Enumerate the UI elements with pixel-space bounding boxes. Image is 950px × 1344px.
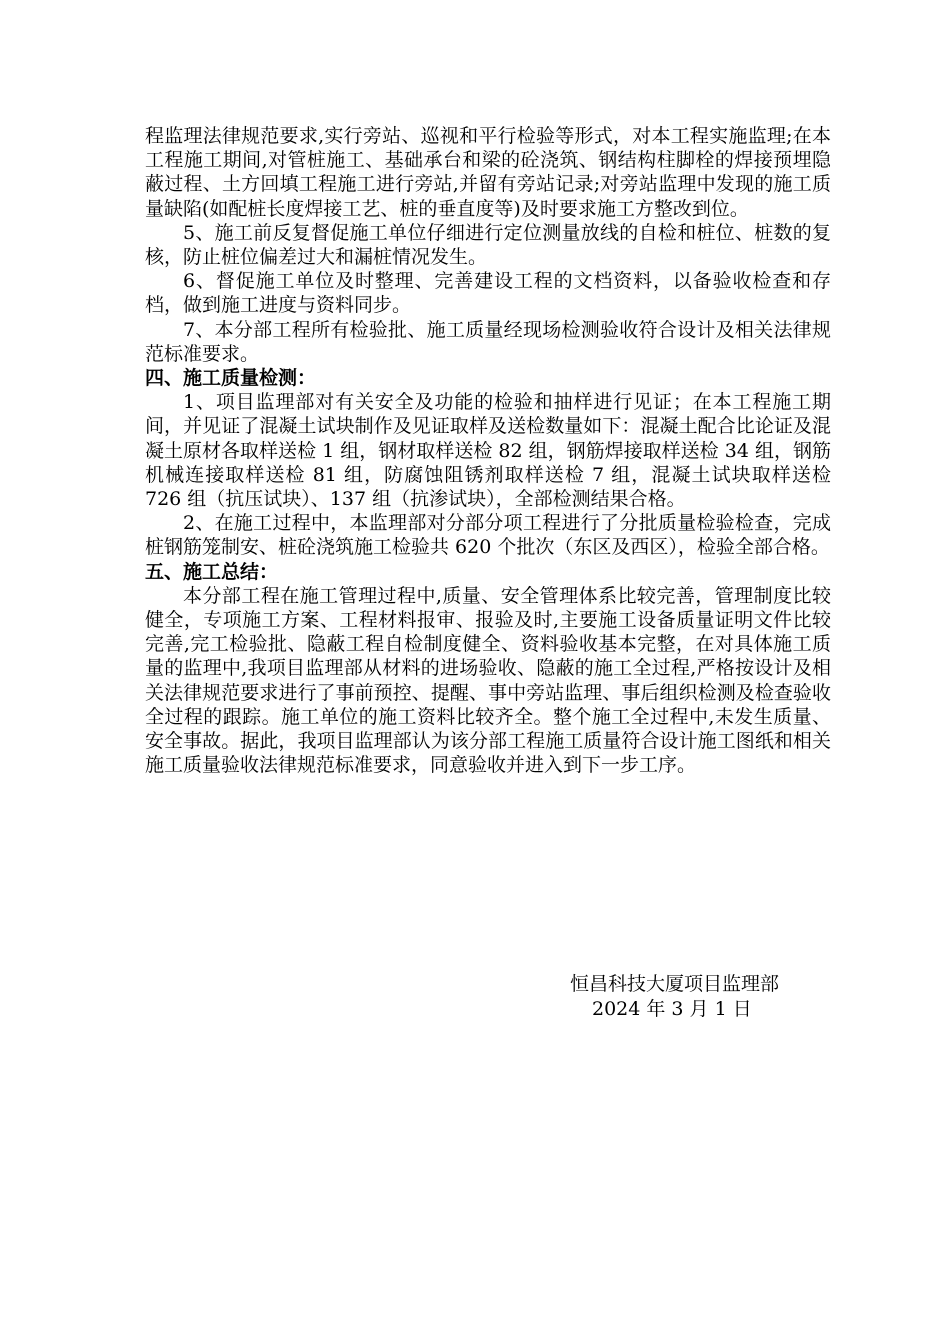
section-heading-construction-summary: 五、施工总结： (145, 560, 279, 583)
quality-testing-item-2: 2、在施工过程中，本监理部对分部分项工程进行了分批质量检验检查，完成桩钢筋笼制安、桩砼浇筑施工检验共 620 个批次（东区及西区），检验全部合格。 (145, 512, 831, 559)
paragraph-item-6: 6、督促施工单位及时整理、完善建设工程的文档资料，以备验收检查和存档，做到施工进度与资料同步。 (145, 270, 831, 317)
signature-date: 2024 年 3 月 1 日 (592, 997, 752, 1020)
paragraph-item-7: 7、本分部工程所有检验批、施工质量经现场检测验收符合设计及相关法律规范标准要求。 (145, 318, 831, 365)
section-heading-quality-testing: 四、施工质量检测： (145, 367, 317, 390)
quality-testing-item-1: 1、项目监理部对有关安全及功能的检验和抽样进行见证；在本工程施工期间，并见证了混凝土试块制作及见证取样及送检数量如下：混凝土配合比论证及混凝土原材各取样送检 1 组，钢材取样送检 82 组，钢筋焊接取样送检 34 组，钢筋机械连接取样送检 81 组，防腐蚀阻锈剂取样送检 7 组，混凝土试块取样送检 726 组（抗压试块）、137 组（抗渗试块），全部检测结果合格。 (145, 391, 831, 511)
paragraph-item-5: 5、施工前反复督促施工单位仔细进行定位测量放线的自检和桩位、桩数的复核，防止桩位偏差过大和漏桩情况发生。 (145, 221, 831, 269)
signature-organization: 恒昌科技大厦项目监理部 (570, 973, 780, 995)
construction-summary-body: 本分部工程在施工管理过程中,质量、安全管理体系比较完善，管理制度比较健全，专项施工方案、工程材料报审、报验及时,主要施工设备质量证明文件比较完善,完工检验批、隐蔽工程自检制度健全、资料验收基本完整，在对具体施工质量的监理中,我项目监理部从材料的进场验收、隐蔽的施工全过程,严格按设计及相关法律规范要求进行了事前预控、提醒、事中旁站监理、事后组织检测及检查验收全过程的跟踪。施工单位的施工资料比较齐全。整个施工全过程中,未发生质量、安全事故。据此，我项目监理部认为该分部工程施工质量符合设计施工图纸和相关施工质量验收法律规范标准要求，同意验收并进入到下一步工序。 (145, 584, 831, 777)
signature-block (570, 972, 830, 1021)
paragraph-continuation: 程监理法律规范要求,实行旁站、巡视和平行检验等形式，对本工程实施监理;在本工程施工期间,对管桩施工、基础承台和梁的砼浇筑、钢结构柱脚栓的焊接预埋隐蔽过程、土方回填工程施工进行旁站,并留有旁站记录;对旁站监理中发现的施工质量缺陷(如配桩长度焊接工艺、桩的垂直度等)及时要求施工方整改到位。 (145, 125, 831, 220)
document-body (145, 124, 831, 777)
